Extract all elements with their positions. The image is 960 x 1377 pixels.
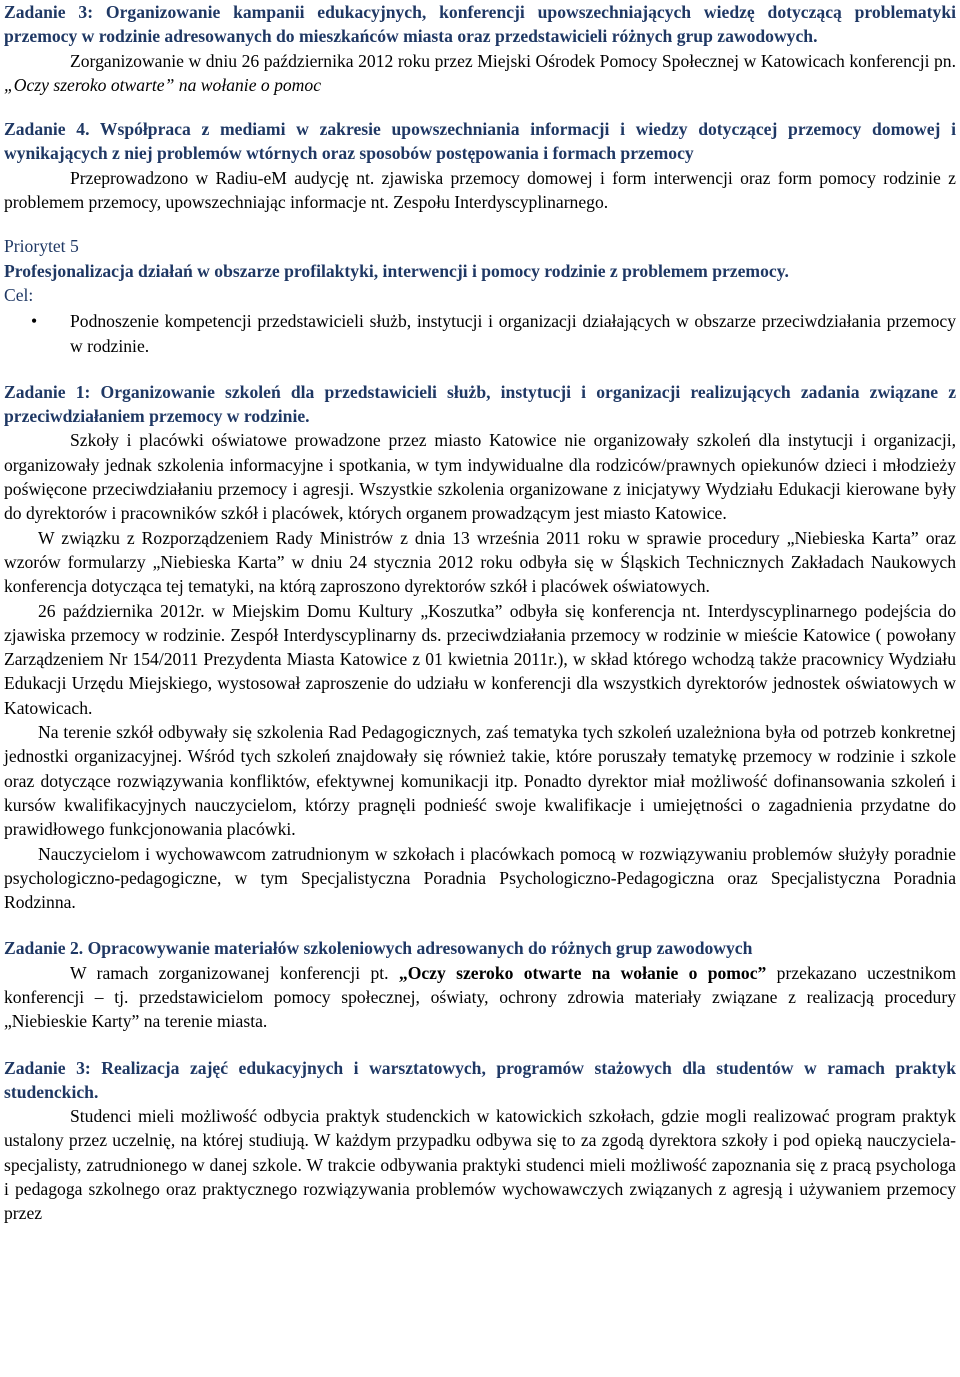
priority-5-heading: Profesjonalizacja działań w obszarze profilaktyki, interwencji i pomocy rodzinie z problemem przemocy.	[4, 260, 789, 281]
priority-5-label: Priorytet 5	[4, 236, 79, 257]
task-3-paragraph	[4, 49, 956, 98]
task-3b-paragraph: Studenci mieli możliwość odbycia praktyk studenckich w katowickich szkołach, gdzie mogli realizować program praktyk ustalony przez uczelnię, na której studiują. W każdym przypadku odbywa się to za zgodą dyrektora szkoły i pod opieką nauczyciela-specjalisty, zatrudnionego w danej szkole. W trakcie odbywania praktyki studenci mieli możliwość zapoznania się z pracą psychologa i pedagoga szkolnego oraz praktycznego rozwiązywania problemów wychowawczych związanych z agresją i używaniem przemocy przez	[4, 1106, 956, 1224]
task-4-heading: Zadanie 4. Współpraca z mediami w zakresie upowszechniania informacji i wiedzy dotyczącej przemocy domowej i wynikających z niej problemów wtórnych oraz sposobów postępowania i formach przemocy	[4, 119, 956, 164]
task-4-paragraph: Przeprowadzono w Radiu-eM audycję nt. zjawiska przemocy domowej i form interwencji oraz form pomocy rodzinie z problemem przemocy, upowszechniając informacje nt. Zespołu Interdyscyplinarnego.	[4, 167, 956, 213]
task-1-heading: Zadanie 1: Organizowanie szkoleń dla przedstawicieli służb, instytucji i organizacji realizujących zadania związane z przeciwdziałaniem przemocy w rodzinie.	[4, 381, 956, 427]
bullet-icon: •	[31, 311, 38, 332]
task-1-paragraph-3: 26 października 2012r. w Miejskim Domu Kultury „Koszutka” odbyła się konferencja nt. Interdyscyplinarnego podejścia do zjawiska przemocy w rodzinie. Zespół Interdyscyplinarny ds. przeciwdziałania przemocy w rodzinie w mieście Katowice ( powołany Zarządzeniem Nr 154/2011 Prezydenta Miasta Katowice z 01 kwietnia 2011r.), w skład którego wchodzą także pracownicy Wydziału Edukacji Urzędu Miejskiego, wystosował zaproszenie do udziału w konferencji dla wszystkich dyrektorów jednostek oświatowych w Katowicach.	[4, 600, 956, 718]
goal-label: Cel:	[4, 284, 34, 305]
document-page	[4, 0, 956, 1226]
task-2-text-suffix: przekazano uczestnikom konferencji – tj. przedstawicielom pomocy społecznej, oświaty, ochrony zdrowia materiały związane z realizacją procedury „Niebieskie Karty” na terenie miasta.	[4, 962, 956, 1032]
conference-title: „Oczy szeroko otwarte” na wołanie o pomoc	[4, 74, 321, 95]
task-2-paragraph	[4, 961, 956, 1034]
goal-item-text: Podnoszenie kompetencji przedstawicieli służb, instytucji i organizacji działających w obszarze przeciwdziałania przemocy w rodzinie.	[70, 311, 956, 356]
task-3b-heading: Zadanie 3: Realizacja zajęć edukacyjnych i warsztatowych, programów stażowych dla studentów w ramach praktyk studenckich.	[4, 1057, 956, 1102]
task-1-paragraph-1: Szkoły i placówki oświatowe prowadzone przez miasto Katowice nie organizowały szkoleń dla instytucji i organizacji, organizowały jednak szkolenia informacyjne i spotkania, w tym indywidualne dla rodziców/prawnych opiekunów dzieci i młodzieży poświęcone przeciwdziałaniu przemocy i agresji. Wszystkie szkolenia organizowane z inicjatywy Wydziału Edukacji kierowane były do dyrektorów i pracowników szkół i placówek, których organem prowadzącym jest miasto Katowice.	[4, 430, 956, 524]
list-item	[4, 309, 956, 358]
task-2-heading: Zadanie 2. Opracowywanie materiałów szkoleniowych adresowanych do różnych grup zawodowych	[4, 938, 753, 959]
conference-title-bold: „Oczy szeroko otwarte na wołanie o pomoc”	[398, 962, 767, 983]
task-1-paragraph-2: W związku z Rozporządzeniem Rady Ministrów z dnia 13 września 2011 roku w sprawie procedury „Niebieska Karta” oraz wzorów formularzy „Niebieska Karta” w dniu 24 stycznia 2012 roku odbyła się w Śląskich Technicznych Zakładach Naukowych konferencja dotycząca tej tematyki, na którą zaproszono dyrektorów szkół i placówek oświatowych.	[4, 527, 956, 597]
task-1-paragraph-4: Na terenie szkół odbywały się szkolenia Rad Pedagogicznych, zaś tematyka tych szkoleń uzależniona była od potrzeb konkretnej jednostki organizacyjnej. Wśród tych szkoleń znajdowały się również takie, które poruszały tematykę przemocy w rodzinie i szkole oraz dotyczące rozwiązywania konfliktów, efektywnej komunikacji itp. Ponadto dyrektor miał możliwość dofinansowania szkoleń i kursów kwalifikacyjnych nauczycielom, którzy pragnęli podnieść swoje kwalifikacje i umiejętności o zagadnienia przydatne do prawidłowego funkcjonowania placówki.	[4, 722, 956, 840]
goal-list	[4, 309, 956, 358]
task-3-text: Zorganizowanie w dniu 26 października 2012 roku przez Miejski Ośrodek Pomocy Społecznej w Katowicach konferencji pn.	[70, 50, 956, 71]
task-2-text-prefix: W ramach zorganizowanej konferencji pt.	[70, 962, 389, 983]
task-3-heading: Zadanie 3: Organizowanie kampanii edukacyjnych, konferencji upowszechniających wiedzę dotyczącą problematyki przemocy w rodzinie adresowanych do mieszkańców miasta oraz przedstawicieli różnych grup zawodowych.	[4, 2, 956, 47]
task-1-paragraph-5: Nauczycielom i wychowawcom zatrudnionym w szkołach i placówkach pomocą w rozwiązywaniu problemów służyły poradnie psychologiczno-pedagogiczne, w tym Specjalistyczna Poradnia Psychologiczno-Pedagogiczna oraz Specjalistyczna Poradnia Rodzinna.	[4, 843, 956, 913]
